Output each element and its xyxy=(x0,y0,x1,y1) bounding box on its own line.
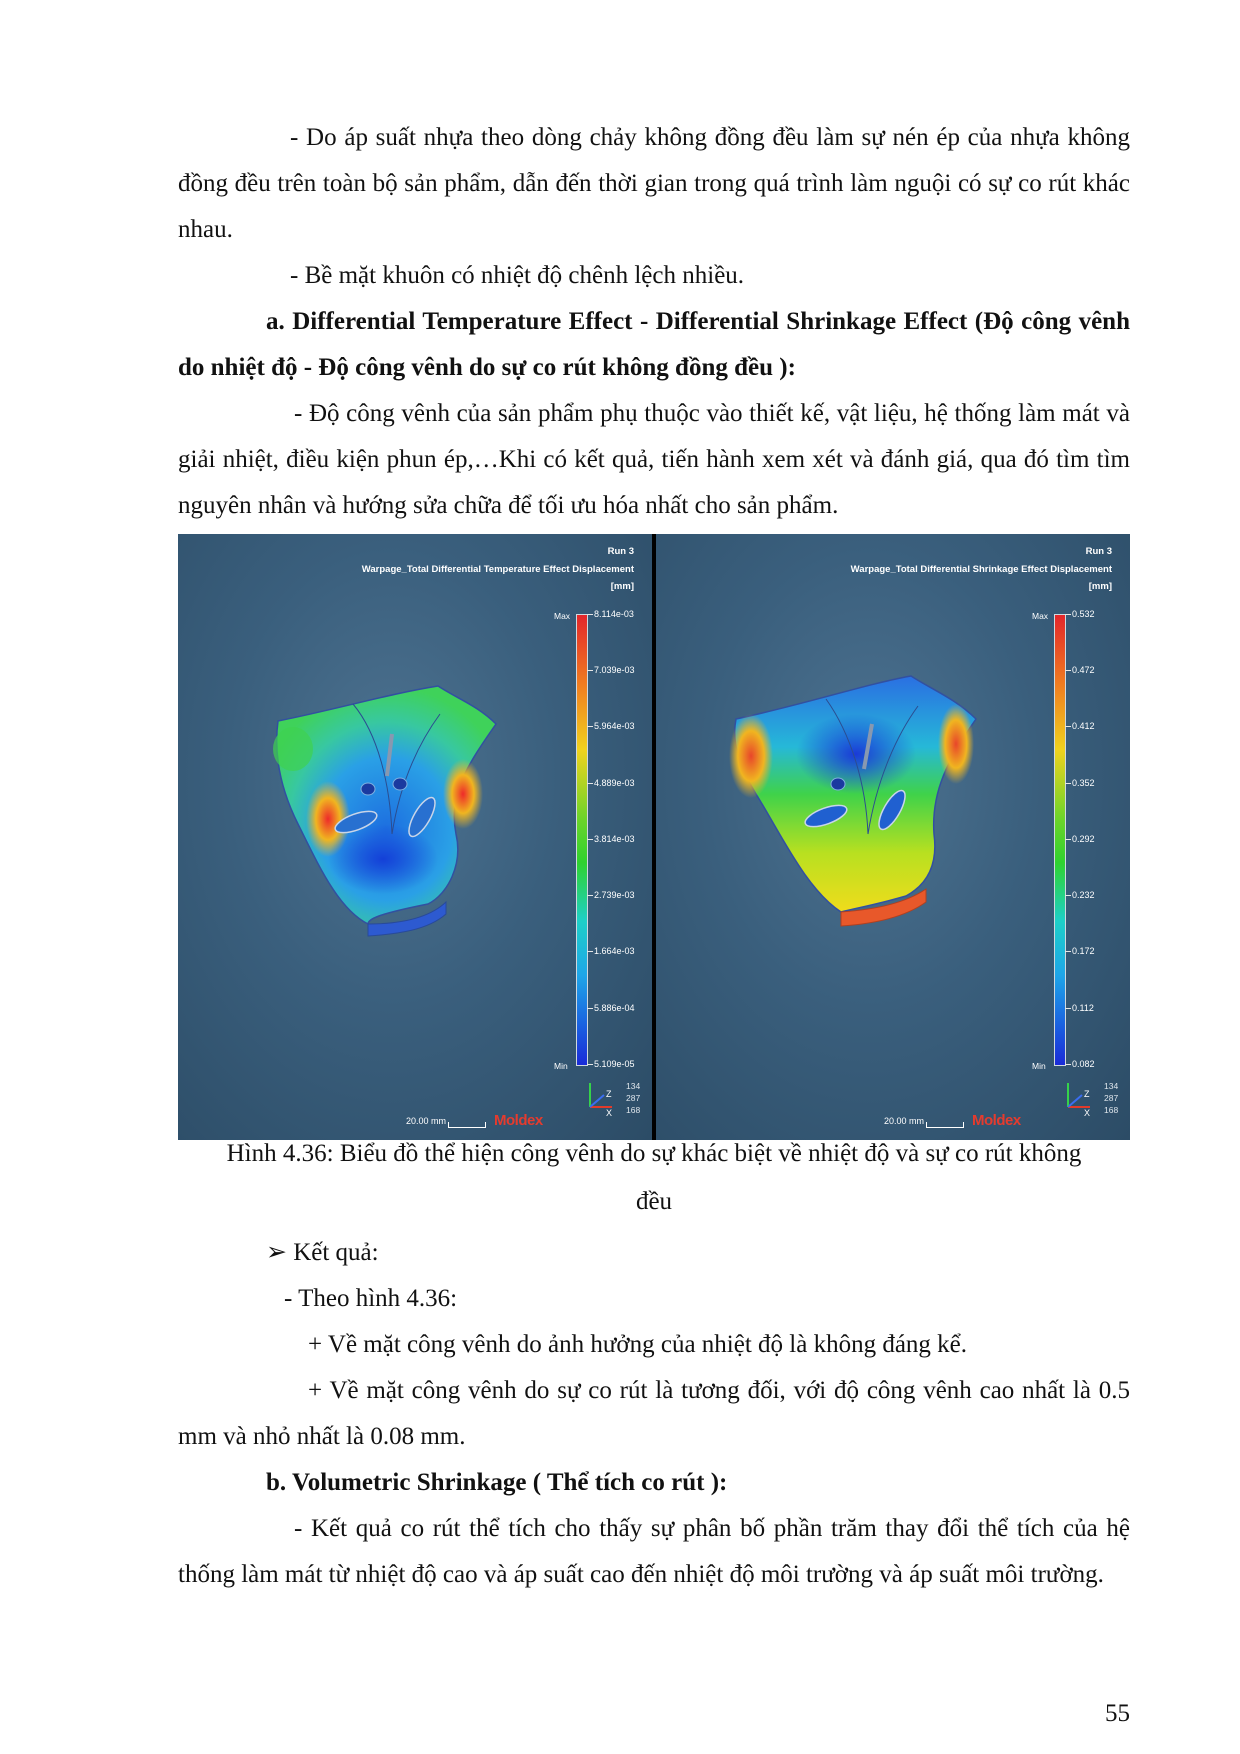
tick-mark xyxy=(587,895,593,896)
tick-mark xyxy=(587,1008,593,1009)
result-title: Warpage_Total Differential Temperature Effect Displacement xyxy=(361,564,634,575)
run-label: Run 3 xyxy=(1085,546,1112,557)
tick-mark xyxy=(1065,1064,1071,1065)
max-label: Max xyxy=(1032,611,1049,621)
view-coordinates xyxy=(1104,1080,1118,1116)
run-label: Run 3 xyxy=(607,546,634,557)
view-coordinates xyxy=(626,1080,640,1116)
tick-mark xyxy=(1065,951,1071,952)
tick-label-1: 0.472 xyxy=(1072,665,1095,675)
min-label: Min xyxy=(554,1061,568,1071)
tick-label-6: 1.664e-03 xyxy=(594,946,635,956)
tick-mark xyxy=(1065,726,1071,727)
tick-mark xyxy=(587,839,593,840)
tick-mark xyxy=(1065,614,1071,615)
tick-label-3: 4.889e-03 xyxy=(594,778,635,788)
results-block xyxy=(178,1230,1130,1598)
tick-mark xyxy=(1065,839,1071,840)
caption-line-1: Hình 4.36: Biểu đồ thể hiện công vênh do sự khác biệt về nhiệt độ và sự co rút không xyxy=(226,1140,1082,1167)
tick-mark xyxy=(1065,670,1071,671)
tick-label-4: 0.292 xyxy=(1072,834,1095,844)
axis-x-label: X xyxy=(606,1108,613,1117)
scale-bar xyxy=(926,1122,964,1128)
section-b-body: - Kết quả co rút thể tích cho thấy sự phân bố phần trăm thay đổi thể tích của hệ thống làm mát từ nhiệt độ cao và áp suất cao đến nhiệt độ môi trường và áp suất môi trường. xyxy=(178,1515,1130,1588)
coord-0: 134 xyxy=(626,1081,641,1091)
color-scale-bar xyxy=(576,614,588,1066)
coord-2: 168 xyxy=(1104,1105,1119,1115)
tick-label-6: 0.172 xyxy=(1072,946,1095,956)
intro-block xyxy=(178,115,1130,529)
min-label: Min xyxy=(1032,1061,1046,1071)
tick-label-3: 0.352 xyxy=(1072,778,1095,788)
tick-mark xyxy=(1065,1008,1071,1009)
tick-label-8: 5.109e-05 xyxy=(594,1059,635,1069)
max-label: Max xyxy=(554,611,571,621)
axis-triad-icon xyxy=(1060,1077,1100,1117)
coord-2: 168 xyxy=(626,1105,641,1115)
tick-label-5: 2.739e-03 xyxy=(594,890,635,900)
tick-label-5: 0.232 xyxy=(1072,890,1095,900)
scale-label: 20.00 mm xyxy=(884,1116,925,1126)
results-item-2: + Về mặt công vênh do sự co rút là tương đối, với độ công vênh cao nhất là 0.5 mm và nhỏ nhất là 0.08 mm. xyxy=(178,1377,1130,1450)
color-scale-bar xyxy=(1054,614,1066,1066)
results-item-1: + Về mặt công vênh do ảnh hưởng của nhiệt độ là không đáng kể. xyxy=(308,1331,968,1358)
tick-label-2: 0.412 xyxy=(1072,721,1095,731)
panel-temperature-effect xyxy=(178,534,652,1140)
tick-mark xyxy=(1065,895,1071,896)
unit-label: [mm] xyxy=(610,581,634,592)
tick-label-8: 0.082 xyxy=(1072,1059,1095,1069)
section-a-body: - Độ công vênh của sản phẩm phụ thuộc vào thiết kế, vật liệu, hệ thống làm mát và giải nhiệt, điều kiện phun ép,…Khi có kết quả, tiến hành xem xét và đánh giá, qua đó tìm tìm nguyên nhân và hướng sửa chữa để tối ưu hóa nhất cho sản phẩm. xyxy=(178,400,1130,519)
results-reference: - Theo hình 4.36: xyxy=(284,1285,458,1312)
scale-bar xyxy=(448,1122,486,1128)
tick-label-1: 7.039e-03 xyxy=(594,665,635,675)
panel-shrinkage-effect xyxy=(656,534,1130,1140)
tick-mark xyxy=(1065,783,1071,784)
moldex-logo: Moldex xyxy=(972,1112,1021,1129)
tick-label-2: 5.964e-03 xyxy=(594,721,635,731)
coord-1: 287 xyxy=(1104,1093,1119,1103)
scale-label: 20.00 mm xyxy=(406,1116,447,1126)
paragraph-pressure: - Do áp suất nhựa theo dòng chảy không đồng đều làm sự nén ép của nhựa không đồng đều trên toàn bộ sản phẩm, dẫn đến thời gian trong quá trình làm nguội có sự co rút khác nhau. xyxy=(178,124,1130,243)
tick-mark xyxy=(587,614,593,615)
figure-caption xyxy=(178,1130,1130,1226)
caption-line-2: đều xyxy=(635,1188,673,1215)
tick-label-0: 0.532 xyxy=(1072,609,1095,619)
results-label: Kết quả: xyxy=(293,1239,379,1266)
result-title: Warpage_Total Differential Shrinkage Effect Displacement xyxy=(850,564,1112,575)
tick-label-7: 5.886e-04 xyxy=(594,1003,635,1013)
tick-label-0: 8.114e-03 xyxy=(594,609,634,619)
section-b-heading: b. Volumetric Shrinkage ( Thể tích co rút ): xyxy=(266,1469,728,1496)
axis-z-label: Z xyxy=(1084,1089,1090,1099)
tick-mark xyxy=(587,726,593,727)
arrow-bullet-icon: ➢ xyxy=(266,1239,287,1266)
moldex-logo: Moldex xyxy=(494,1112,543,1129)
unit-label: [mm] xyxy=(1088,581,1112,592)
tick-label-7: 0.112 xyxy=(1072,1003,1094,1013)
results-bullet xyxy=(178,1230,1130,1276)
axis-triad-icon xyxy=(582,1077,622,1117)
tick-label-4: 3.814e-03 xyxy=(594,834,635,844)
axis-x-label: X xyxy=(1084,1108,1091,1117)
axis-z-label: Z xyxy=(606,1089,612,1099)
paragraph-mold-surface: - Bề mặt khuôn có nhiệt độ chênh lệch nhiều. xyxy=(290,262,745,289)
section-a-heading: a. Differential Temperature Effect - Differential Shrinkage Effect (Độ công vênh do nhiệt độ - Độ công vênh do sự co rút không đồng đều ): xyxy=(178,308,1130,381)
tick-mark xyxy=(587,951,593,952)
coord-1: 287 xyxy=(626,1093,641,1103)
figure-4-36 xyxy=(178,534,1130,1140)
tick-mark xyxy=(587,670,593,671)
coord-0: 134 xyxy=(1104,1081,1119,1091)
page-number: 55 xyxy=(1105,1700,1130,1727)
tick-mark xyxy=(587,783,593,784)
tick-mark xyxy=(587,1064,593,1065)
